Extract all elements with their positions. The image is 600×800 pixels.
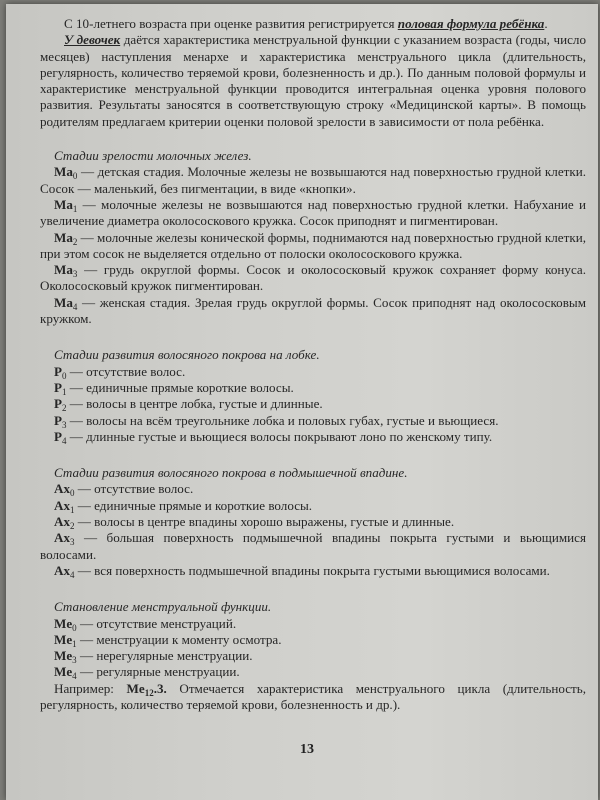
- stage-code: P: [54, 396, 62, 412]
- list-item: $Ma_0$ — детская стадия. Молочные железы не возвышаются над поверхностью грудной клетки. Сосок — маленький, без пигментации, в виде «кнопки».: [40, 164, 586, 196]
- example-code: Me: [126, 680, 145, 696]
- stage-code: Ax: [54, 497, 71, 513]
- intro-paragraph-2: У девочек даётся характеристика менструальной функции с указанием возраста (годы, число месяцев) наступления менархе и характеристика менструального цикла (длительность, регулярность, количество теряемой крови, болезненность и др.). По данным половой формулы и характеристике менструальной функции проводится интегральная оценка уровня полового развития. Результаты заносятся в соответствующую строку «Медицинской карты». В помощь родителям предлагаем критерии оценки половой зрелости в зависимости от пола ребёнка.: [40, 32, 586, 129]
- menstrual-stages-list: [40, 616, 586, 714]
- list-item: $Me_4$ — регулярные менструации.: [54, 664, 240, 682]
- breast-stages-list: [40, 164, 586, 327]
- stage-code: Ma: [54, 294, 73, 310]
- stage-code: Ax: [54, 562, 71, 578]
- menstrual-stages-heading: Становление менструальной функции.: [54, 599, 272, 615]
- stage-code: Me: [54, 664, 73, 680]
- breast-stages-heading: Стадии зрелости молочных желез.: [54, 148, 252, 164]
- list-item: $Ax_0$ — отсутствие волос.: [54, 481, 194, 499]
- intro-paragraph-1: С 10-летнего возраста при оценке развития регистрируется половая формула ребёнка.: [64, 16, 548, 31]
- list-item: $Ax_1$ — единичные прямые и короткие волосы.: [54, 497, 313, 515]
- axillary-stages-heading: Стадии развития волосяного покрова в подмышечной впадине.: [54, 465, 408, 481]
- list-item: $Ma_3$ — грудь округлой формы. Сосок и околососковый кружок сохраняет форму конуса. Околососковый кружок пигментирован.: [40, 262, 586, 294]
- document-page: [6, 4, 598, 800]
- list-item: $P_4$ — длинные густые и вьющиеся волосы покрывают лоно по женскому типу.: [54, 428, 493, 446]
- stage-code: Ax: [54, 481, 71, 497]
- list-item: $Me_3$ — нерегулярные менструации.: [54, 648, 253, 666]
- girls-term: У девочек: [64, 32, 121, 48]
- list-item: $Ax_2$ — волосы в центре впадины хорошо выражены, густые и длинные.: [54, 514, 455, 532]
- stage-code: Ma: [54, 196, 73, 212]
- list-item: $P_1$ — единичные прямые короткие волосы.: [54, 379, 294, 397]
- list-item: $P_2$ — волосы в центре лобка, густые и длинные.: [54, 396, 323, 414]
- list-item: $P_0$ — отсутствие волос.: [54, 363, 186, 381]
- axillary-stages-list: [40, 481, 586, 579]
- stage-code: Ma: [54, 262, 73, 278]
- stage-code: P: [54, 363, 62, 379]
- page-text: [40, 16, 586, 713]
- stage-code: P: [54, 412, 62, 428]
- example-line: Например: $Me_{12}.3$. Отмечается характеристика менструального цикла (длительность, регулярность, количество теряемой крови, болезненность и др.).: [40, 680, 587, 712]
- pubic-stages-list: [40, 364, 586, 445]
- list-item: $Ax_4$ — вся поверхность подмышечной впадины покрыта густыми вьющимися волосами.: [54, 562, 550, 580]
- list-item: $Ax_3$ — большая поверхность подмышечной впадины покрыта густыми и вьющимися волосами.: [40, 530, 586, 562]
- stage-code: Ax: [54, 514, 71, 530]
- list-item: $Me_0$ — отсутствие менструаций.: [54, 615, 237, 633]
- stage-code: P: [54, 428, 62, 444]
- stage-code: P: [54, 379, 62, 395]
- list-item: $Ma_2$ — молочные железы конической формы, поднимаются над поверхностью грудной клетки, при этом сосок не выделяется отдельно от полоски околососкового кружка.: [40, 229, 586, 261]
- sexual-formula-term: половая формула ребёнка: [397, 16, 545, 31]
- stage-code: Me: [54, 615, 73, 631]
- pubic-stages-heading: Стадии развития волосяного покрова на лобке.: [54, 347, 320, 363]
- stage-code: Me: [54, 631, 73, 647]
- list-item: $Ma_4$ — женская стадия. Зрелая грудь округлой формы. Сосок приподнят над околососковым кружком.: [40, 294, 586, 327]
- page-number: 13: [300, 742, 314, 757]
- stage-code: Ma: [54, 164, 73, 180]
- list-item: $Ma_1$ — молочные железы не возвышаются над поверхностью грудной клетки. Набухание и увеличение диаметра околососкового кружка. Сосок приподнят и пигментирован.: [40, 196, 586, 229]
- list-item: $Me_1$ — менструации к моменту осмотра.: [54, 631, 282, 649]
- stage-code: Ax: [54, 530, 71, 546]
- list-item: $P_3$ — волосы на всём треугольнике лобка и половых губах, густые и вьющиеся.: [54, 412, 499, 430]
- stage-code: Ma: [54, 229, 73, 245]
- stage-code: Me: [54, 648, 73, 664]
